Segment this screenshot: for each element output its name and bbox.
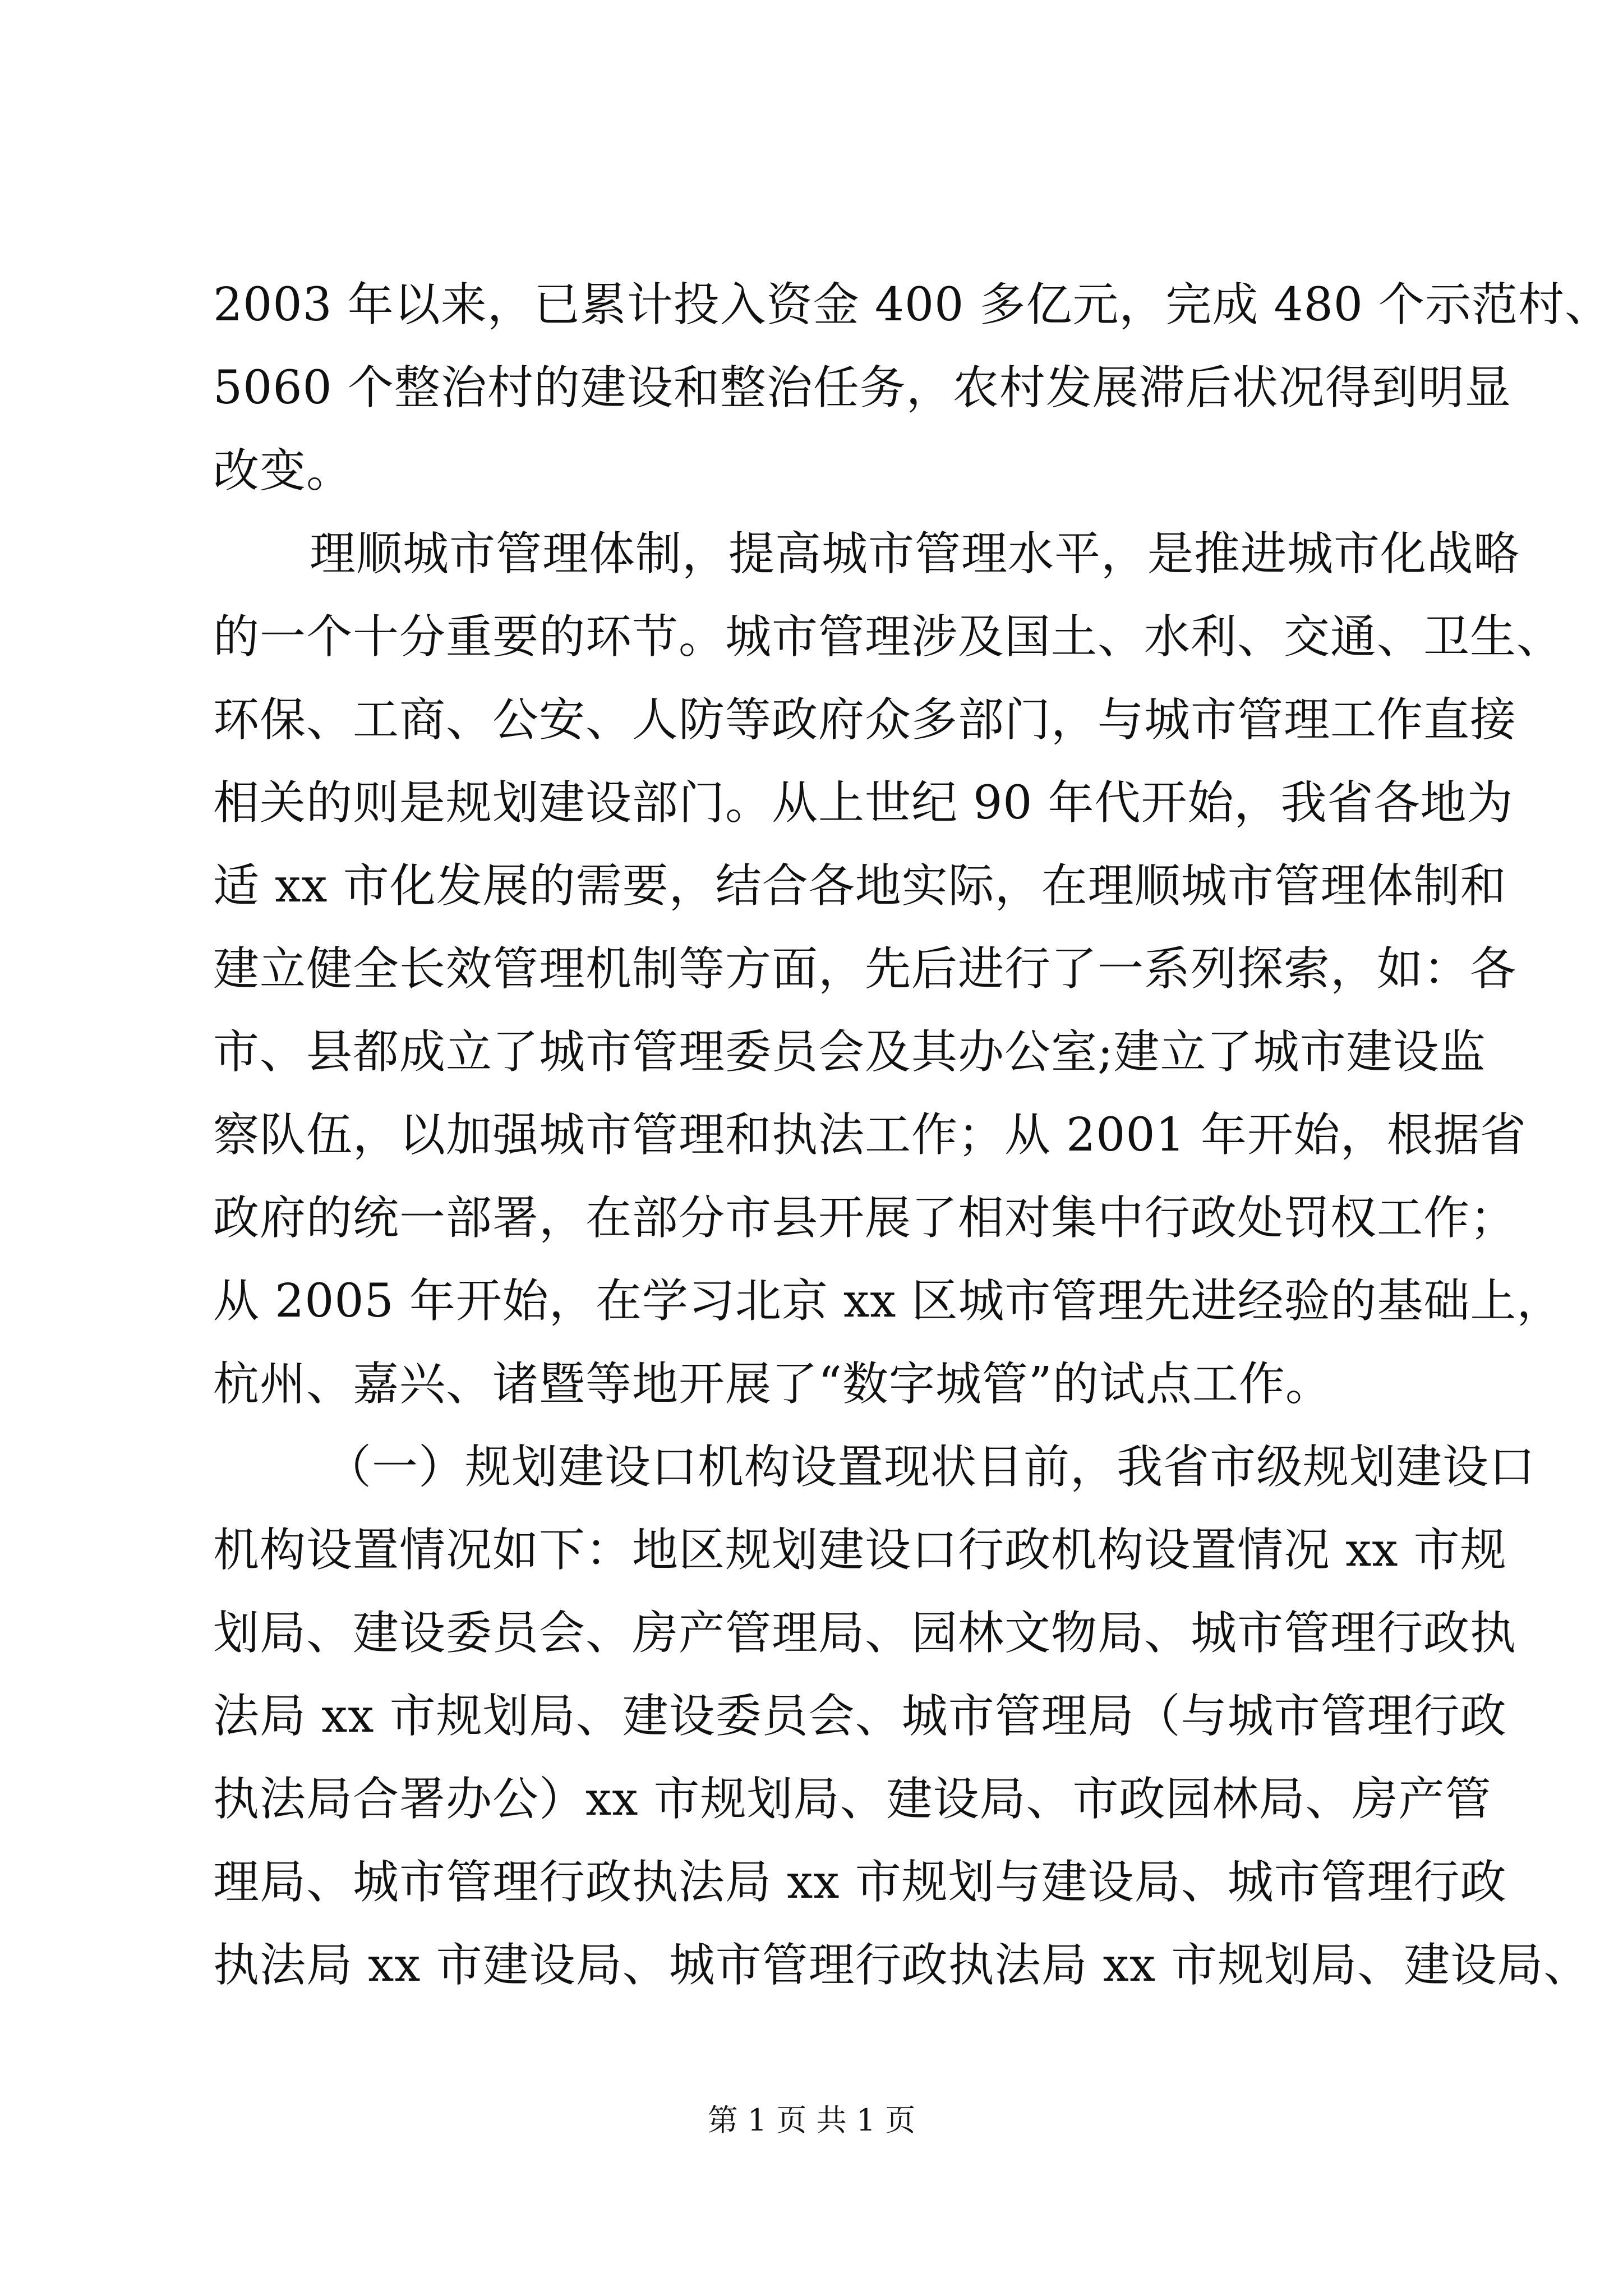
text-line: 建立健全长效管理机制等方面，先后进行了一系列探索，如：各 bbox=[213, 942, 1517, 996]
text-line: 市、县都成立了城市管理委员会及其办公室;建立了城市建设监 bbox=[213, 1025, 1486, 1079]
text-line: 5060 个整治村的建设和整治任务，农村发展滞后状况得到明显 bbox=[213, 361, 1511, 415]
text-line: 环保、工商、公安、人防等政府众多部门，与城市管理工作直接 bbox=[213, 693, 1517, 747]
text-line: 杭州、嘉兴、诸暨等地开展了“数字城管”的试点工作。 bbox=[213, 1358, 1332, 1411]
text-line: 理局、城市管理行政执法局 xx 市规划与建设局、城市管理行政 bbox=[213, 1856, 1507, 1909]
text-line: 执法局 xx 市建设局、城市管理行政执法局 xx 市规划局、建设局、 bbox=[213, 1939, 1590, 1992]
document-body bbox=[213, 264, 1612, 2007]
page-footer bbox=[0, 2101, 1623, 2140]
page-number: 第 1 页 共 1 页 bbox=[707, 2102, 916, 2138]
text-line: 执法局合署办公）xx 市规划局、建设局、市政园林局、房产管 bbox=[213, 1773, 1492, 1826]
text-line: 改变。 bbox=[213, 444, 353, 498]
text-line: 2003 年以来，已累计投入资金 400 多亿元，完成 480 个示范村、 bbox=[213, 278, 1612, 332]
text-line: 从 2005 年开始，在学习北京 xx 区城市管理先进经验的基础上， bbox=[213, 1274, 1564, 1328]
text-line: 相关的则是规划建设部门。从上世纪 90 年代开始，我省各地为 bbox=[213, 776, 1514, 830]
text-line: 的一个十分重要的环节。城市管理涉及国土、水利、交通、卫生、 bbox=[213, 610, 1564, 664]
paragraph-start-line: 理顺城市管理体制，提高城市管理水平，是推进城市化战略 bbox=[310, 527, 1520, 581]
text-line: 法局 xx 市规划局、建设委员会、城市管理局（与城市管理行政 bbox=[213, 1690, 1507, 1743]
text-line: 划局、建设委员会、房产管理局、园林文物局、城市管理行政执 bbox=[213, 1607, 1517, 1660]
text-line: 机构设置情况如下：地区规划建设口行政机构设置情况 xx 市规 bbox=[213, 1524, 1507, 1577]
text-line: 政府的统一部署，在部分市县开展了相对集中行政处罚权工作； bbox=[213, 1191, 1517, 1245]
text-line: 察队伍，以加强城市管理和执法工作；从 2001 年开始，根据省 bbox=[213, 1108, 1527, 1162]
paragraph-start-line: （一）规划建设口机构设置现状目前，我省市级规划建设口 bbox=[325, 1441, 1536, 1494]
text-line: 适 xx 市化发展的需要，结合各地实际，在理顺城市管理体制和 bbox=[213, 859, 1507, 913]
